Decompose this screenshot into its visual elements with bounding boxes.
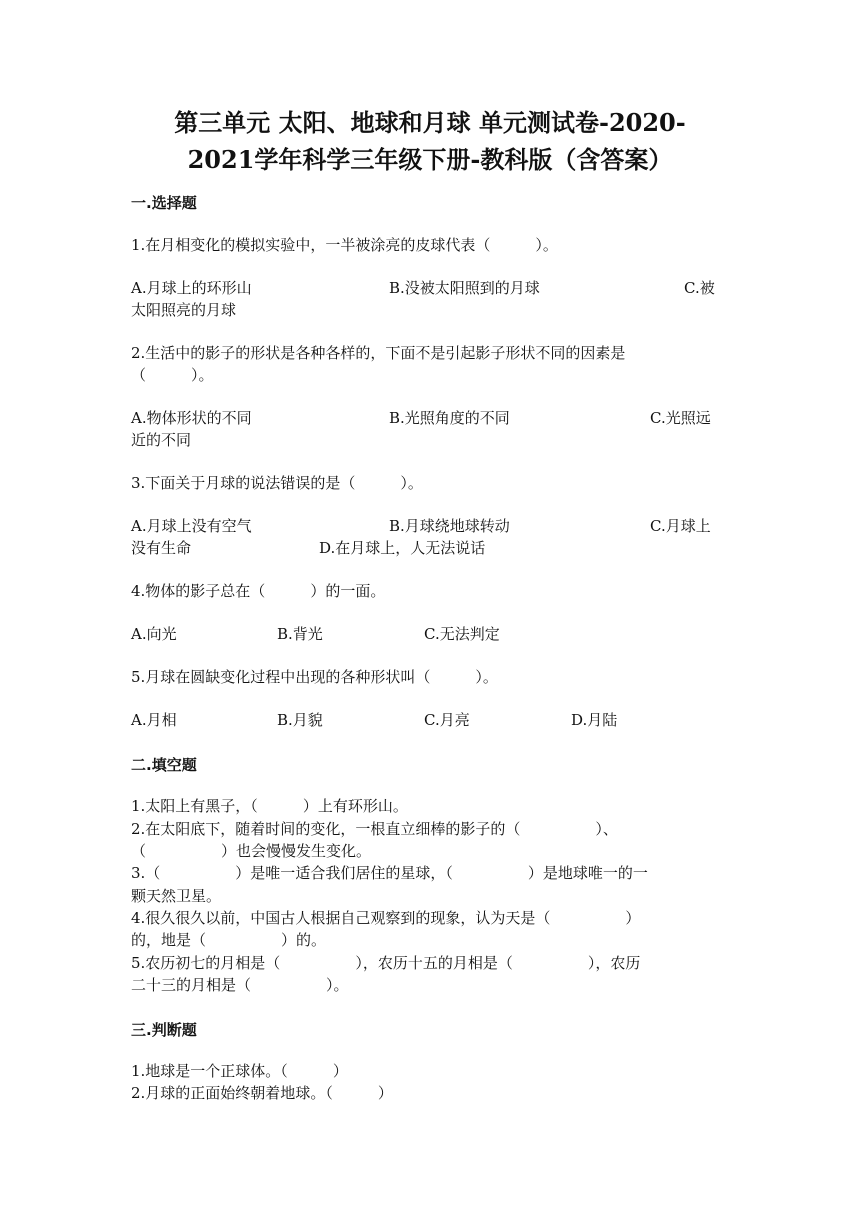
- question-1-option-c-cont: 太阳照亮的月球: [131, 301, 237, 319]
- judge-1: 1.地球是一个正球体。（ ）: [131, 1062, 348, 1080]
- question-3-option-a: A.月球上没有空气: [131, 517, 252, 535]
- fill-5: 5.农历初七的月相是（ ），农历十五的月相是（ ），农历: [131, 954, 641, 972]
- fill-2-cont: （ ）也会慢慢发生变化。: [131, 842, 372, 860]
- question-5-option-a: A.月相: [131, 711, 177, 729]
- fill-1: 1.太阳上有黑子，（ ）上有环形山。: [131, 797, 408, 815]
- fill-3-cont: 颗天然卫星。: [131, 887, 222, 905]
- fill-3: 3.（ ）是唯一适合我们居住的星球，（ ）是地球唯一的一: [131, 864, 648, 882]
- fill-4: 4.很久很久以前，中国古人根据自己观察到的现象，认为天是（ ）: [131, 909, 641, 927]
- fill-2: 2.在太阳底下，随着时间的变化，一根直立细棒的影子的（ ）、: [131, 820, 618, 838]
- question-3-option-d: D.在月球上，人无法说话: [319, 539, 486, 557]
- question-3-stem: 3.下面关于月球的说法错误的是（ ）。: [131, 474, 423, 492]
- question-5-option-c: C.月亮: [424, 711, 470, 729]
- question-2-stem: 2.生活中的影子的形状是各种各样的，下面不是引起影子形状不同的因素是: [131, 344, 626, 362]
- question-4-option-a: A.向光: [131, 625, 177, 643]
- question-1-stem: 1.在月相变化的模拟实验中，一半被涂亮的皮球代表（ ）。: [131, 236, 558, 254]
- question-1-option-a: A.月球上的环形山: [131, 279, 252, 297]
- question-2-stem-cont: （ ）。: [131, 366, 214, 384]
- question-5-option-b: B.月貌: [277, 711, 323, 729]
- question-4-option-c: C.无法判定: [424, 625, 500, 643]
- question-1-option-c: C.被: [684, 279, 715, 297]
- question-2-option-a: A.物体形状的不同: [131, 409, 252, 427]
- question-3-option-c: C.月球上: [650, 517, 711, 535]
- question-3-option-c-cont: 没有生命: [131, 539, 192, 557]
- section-heading-fill: 二.填空题: [131, 756, 197, 774]
- question-3-option-b: B.月球绕地球转动: [389, 517, 510, 535]
- judge-2: 2.月球的正面始终朝着地球。（ ）: [131, 1084, 393, 1102]
- title-line-1: 第三单元 太阳、地球和月球 单元测试卷-2020-: [174, 108, 686, 137]
- question-1-option-b: B.没被太阳照到的月球: [389, 279, 540, 297]
- question-2-option-c: C.光照远: [650, 409, 711, 427]
- question-5-option-d: D.月陆: [571, 711, 618, 729]
- document-title: [110, 104, 750, 178]
- question-2-option-b: B.光照角度的不同: [389, 409, 510, 427]
- fill-5-cont: 二十三的月相是（ ）。: [131, 976, 349, 994]
- title-line-2: 2021学年科学三年级下册-教科版（含答案）: [187, 145, 673, 174]
- fill-4-cont: 的，地是（ ）的。: [131, 931, 327, 949]
- section-heading-judge: 三.判断题: [131, 1021, 197, 1039]
- section-heading-choice: 一.选择题: [131, 194, 197, 212]
- question-4-option-b: B.背光: [277, 625, 323, 643]
- question-4-stem: 4.物体的影子总在（ ）的一面。: [131, 582, 386, 600]
- question-5-stem: 5.月球在圆缺变化过程中出现的各种形状叫（ ）。: [131, 668, 498, 686]
- question-2-option-c-cont: 近的不同: [131, 431, 192, 449]
